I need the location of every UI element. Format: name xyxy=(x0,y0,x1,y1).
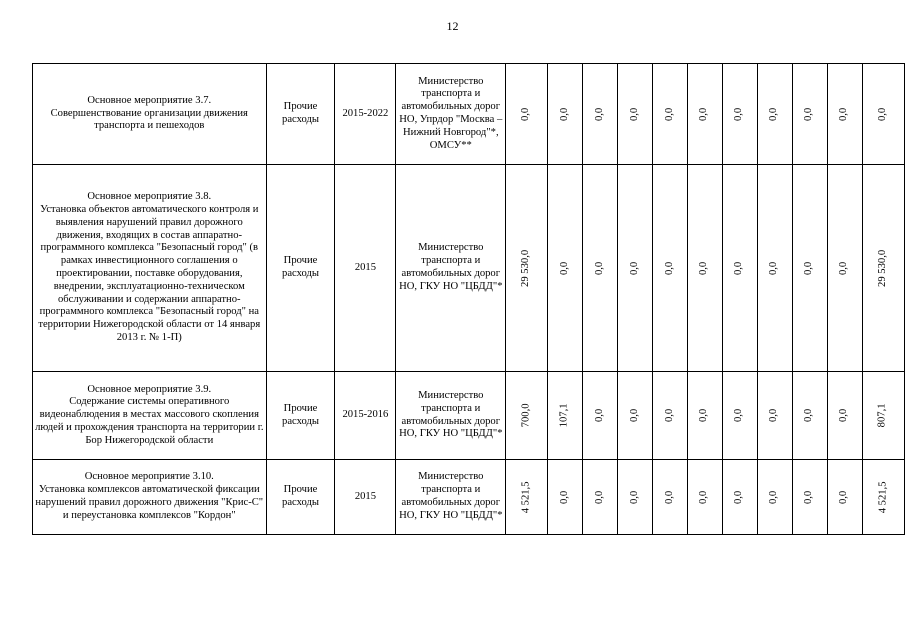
value-cell xyxy=(506,165,548,372)
value-text: 4 521,5 xyxy=(520,481,532,513)
value-cell xyxy=(757,64,792,165)
value-cell xyxy=(618,64,653,165)
value-text: 0,0 xyxy=(698,490,710,504)
period-cell: 2015 xyxy=(335,165,396,372)
activity-cell xyxy=(33,165,267,372)
value-text: 0,0 xyxy=(733,490,745,504)
value-text: 0,0 xyxy=(838,408,850,423)
value-text: 0,0 xyxy=(593,261,605,275)
value-text: 0,0 xyxy=(628,107,640,121)
value-text: 0,0 xyxy=(628,408,640,423)
value-cell xyxy=(583,372,618,460)
value-cell xyxy=(653,460,688,535)
value-cell xyxy=(792,372,827,460)
expense-type-cell: Прочие расходы xyxy=(266,64,335,165)
value-cell xyxy=(688,64,723,165)
value-text: 0,0 xyxy=(768,408,780,423)
value-text: 0,0 xyxy=(803,408,815,423)
value-text: 0,0 xyxy=(838,107,850,121)
value-text: 0,0 xyxy=(698,107,710,121)
value-text: 0,0 xyxy=(663,107,675,121)
table-row xyxy=(33,64,905,165)
value-cell xyxy=(548,64,583,165)
value-text: 0,0 xyxy=(558,107,570,121)
value-text: 0,0 xyxy=(663,490,675,504)
activity-cell xyxy=(33,372,267,460)
value-cell xyxy=(723,460,758,535)
table-row xyxy=(33,460,905,535)
value-text: 0,0 xyxy=(558,261,570,275)
value-text: 0,0 xyxy=(768,490,780,504)
value-cell xyxy=(827,460,862,535)
value-cell xyxy=(688,460,723,535)
value-text: 0,0 xyxy=(838,490,850,504)
value-cell xyxy=(827,372,862,460)
value-text: 0,0 xyxy=(768,107,780,121)
value-cell xyxy=(862,64,904,165)
value-cell xyxy=(583,64,618,165)
value-cell xyxy=(723,372,758,460)
value-cell xyxy=(618,460,653,535)
value-text: 0,0 xyxy=(698,408,710,423)
responsible-cell: Министерство транспорта и автомобильных дорог НО, Упрдор "Москва – Нижний Новгород"*, ОМСУ** xyxy=(396,64,506,165)
value-text: 0,0 xyxy=(733,107,745,121)
activity-description: Установка объектов автоматического контроля и выявления нарушений правил дорожного движения, входящих в состав аппаратно-программного комплекса "Безопасный город" (в рамках инвестиционного соглашения о проектировании, поставке оборудования, внедрении, эксплуатационно-техническом обслуживании и содержании аппаратно-программного комплекса "Безопасный город" на территории Нижегородской области от 14 января 2013 г. № 1-П) xyxy=(38,204,261,343)
value-cell xyxy=(618,372,653,460)
value-cell xyxy=(583,165,618,372)
activity-cell xyxy=(33,64,267,165)
value-text: 107,1 xyxy=(558,403,570,428)
activity-title: Основное мероприятие 3.10. xyxy=(84,471,214,483)
activity-description: Установка комплексов автоматической фиксации нарушений правил дорожного движения "Крис-С" и переустановка комплексов "Кордон" xyxy=(35,484,264,521)
value-cell xyxy=(548,372,583,460)
value-text: 0,0 xyxy=(876,107,888,121)
value-text: 0,0 xyxy=(838,261,850,275)
value-text: 29 530,0 xyxy=(877,249,888,287)
value-cell xyxy=(792,165,827,372)
responsible-cell: Министерство транспорта и автомобильных дорог НО, ГКУ НО "ЦБДД"* xyxy=(396,165,506,372)
expense-type-cell: Прочие расходы xyxy=(266,460,335,535)
value-cell xyxy=(723,165,758,372)
activity-description: Совершенствование организации движения транспорта и пешеходов xyxy=(50,107,248,132)
value-cell xyxy=(583,460,618,535)
responsible-cell: Министерство транспорта и автомобильных дорог НО, ГКУ НО "ЦБДД"* xyxy=(396,372,506,460)
period-cell: 2015 xyxy=(335,460,396,535)
value-cell xyxy=(827,165,862,372)
value-text: 29 530,0 xyxy=(520,249,532,287)
value-text: 0,0 xyxy=(803,107,815,121)
expense-type-cell: Прочие расходы xyxy=(266,165,335,372)
page-number: 12 xyxy=(446,19,459,33)
value-cell xyxy=(506,460,548,535)
value-cell xyxy=(688,372,723,460)
activity-cell xyxy=(33,460,267,535)
value-text: 807,1 xyxy=(876,403,888,428)
value-cell xyxy=(827,64,862,165)
period-cell: 2015-2022 xyxy=(335,64,396,165)
value-cell xyxy=(618,165,653,372)
value-text: 4 521,5 xyxy=(876,481,888,513)
value-cell xyxy=(653,64,688,165)
value-text: 0,0 xyxy=(628,261,640,275)
table-row xyxy=(33,372,905,460)
value-cell xyxy=(792,460,827,535)
value-text: 0,0 xyxy=(628,490,640,504)
value-cell xyxy=(653,372,688,460)
value-cell xyxy=(757,165,792,372)
value-cell xyxy=(548,460,583,535)
responsible-cell: Министерство транспорта и автомобильных дорог НО, ГКУ НО "ЦБДД"* xyxy=(396,460,506,535)
value-text: 0,0 xyxy=(558,490,570,504)
activity-title: Основное мероприятие 3.7. xyxy=(87,94,212,106)
value-cell xyxy=(757,460,792,535)
activity-title: Основное мероприятие 3.9. xyxy=(87,383,212,395)
value-text: 0,0 xyxy=(593,490,605,504)
value-text: 0,0 xyxy=(768,261,780,275)
value-text: 0,0 xyxy=(593,408,605,423)
value-cell xyxy=(506,64,548,165)
value-cell xyxy=(862,372,904,460)
value-text: 0,0 xyxy=(663,408,675,423)
value-text: 0,0 xyxy=(593,107,605,121)
program-activities-table xyxy=(32,63,905,535)
activity-description: Содержание системы оперативного видеонаблюдения в местах массового скопления людей и прохождения транспорта на территории г. Бор Нижегородской области xyxy=(35,396,264,446)
value-cell xyxy=(862,165,904,372)
value-text: 0,0 xyxy=(733,261,745,275)
value-cell xyxy=(548,165,583,372)
value-cell xyxy=(792,64,827,165)
value-text: 0,0 xyxy=(663,261,675,275)
value-cell xyxy=(757,372,792,460)
value-text: 0,0 xyxy=(803,490,815,504)
value-text: 0,0 xyxy=(803,261,815,275)
value-text: 700,0 xyxy=(520,403,532,428)
value-cell xyxy=(653,165,688,372)
value-cell xyxy=(506,372,548,460)
period-cell: 2015-2016 xyxy=(335,372,396,460)
value-cell xyxy=(723,64,758,165)
activity-title: Основное мероприятие 3.8. xyxy=(87,191,212,203)
value-text: 0,0 xyxy=(520,107,532,121)
value-text: 0,0 xyxy=(733,408,745,423)
table-row xyxy=(33,165,905,372)
value-text: 0,0 xyxy=(698,261,710,275)
value-cell xyxy=(862,460,904,535)
value-cell xyxy=(688,165,723,372)
expense-type-cell: Прочие расходы xyxy=(266,372,335,460)
